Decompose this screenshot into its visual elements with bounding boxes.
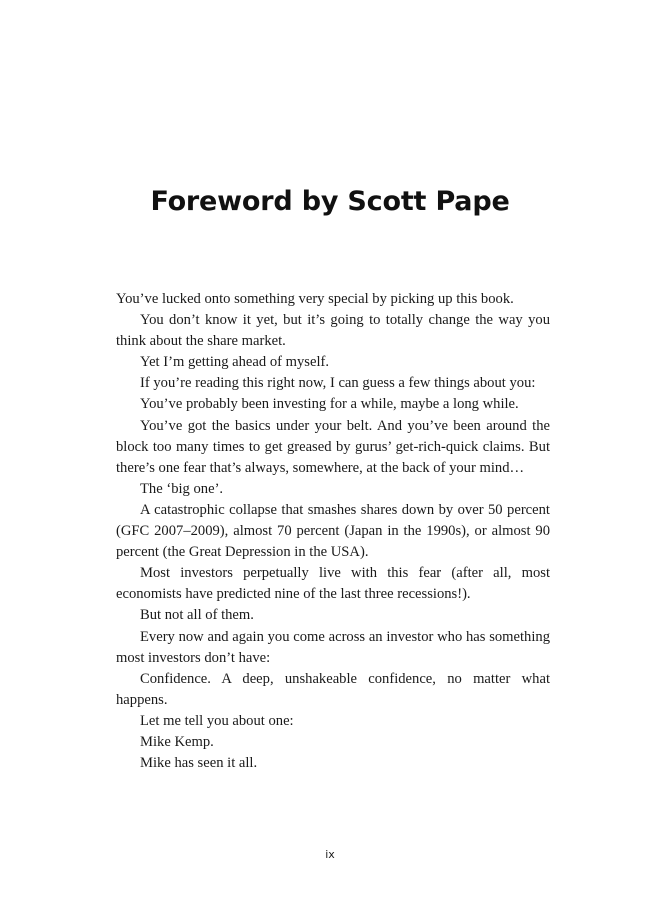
- paragraph: Mike has seen it all.: [140, 755, 258, 772]
- paragraph: Yet I’m getting ahead of myself.: [140, 354, 330, 371]
- paragraph: Let me tell you about one:: [140, 712, 294, 729]
- paragraph: You’ve probably been investing for a while, maybe a long while.: [140, 396, 519, 413]
- paragraph: A catastrophic collapse that smashes shares down by over 50 percent (GFC 2007–2009), almost 70 percent (Japan in the 1990s), or almost 90 percent (the Great Depression in the USA).: [116, 501, 550, 561]
- body-text: [116, 289, 550, 774]
- paragraph: If you’re reading this right now, I can guess a few things about you:: [140, 375, 536, 392]
- page-title: Foreword by Scott Pape: [150, 186, 510, 217]
- paragraph: Mike Kemp.: [140, 733, 214, 750]
- paragraph: You’ve got the basics under your belt. And you’ve been around the block too many times to get greased by gurus’ get-rich-quick claims. But there’s one fear that’s always, somewhere, at the back of your mind…: [116, 417, 550, 476]
- page-number: ix: [325, 848, 335, 861]
- paragraph: Every now and again you come across an investor who has something most investors don’t have:: [116, 628, 550, 666]
- paragraph: But not all of them.: [140, 607, 254, 624]
- paragraph: You don’t know it yet, but it’s going to totally change the way you think about the share market.: [116, 312, 550, 350]
- paragraph: Most investors perpetually live with this fear (after all, most economists have predicted nine of the last three recessions!).: [116, 565, 550, 603]
- paragraph: The ‘big one’.: [140, 480, 224, 497]
- paragraph: You’ve lucked onto something very special by picking up this book.: [116, 291, 514, 307]
- paragraph: Confidence. A deep, unshakeable confidence, no matter what happens.: [116, 670, 550, 708]
